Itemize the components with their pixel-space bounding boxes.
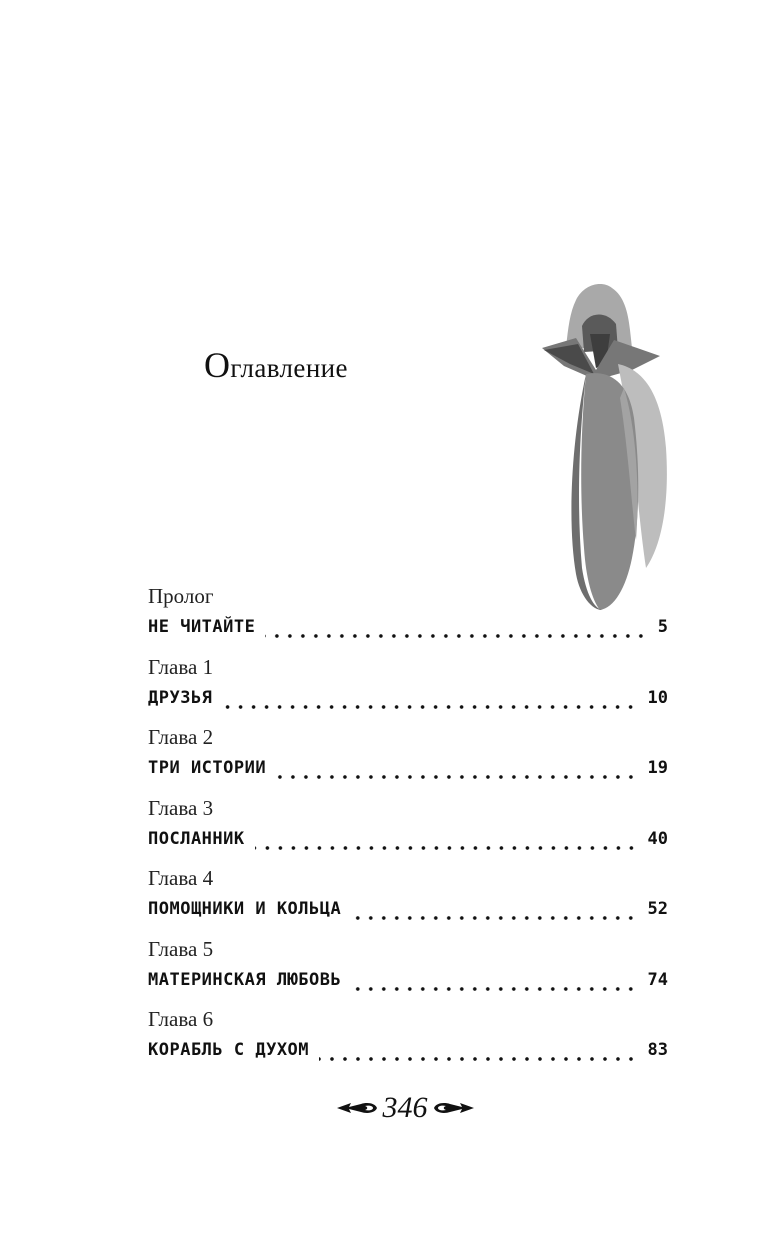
chapter-page-number: 40 (647, 828, 668, 849)
table-of-contents (148, 584, 668, 1078)
dot-leader (319, 1048, 637, 1062)
page-folio (330, 1088, 480, 1128)
chapter-page-number: 19 (647, 758, 668, 778)
dot-leader (255, 837, 638, 851)
chapter-label: Глава 3 (148, 795, 214, 820)
toc-title-line (148, 829, 668, 853)
page-number: 346 (382, 1091, 428, 1124)
chapter-title: МАТЕРИНСКАЯ ЛЮБОВЬ (148, 969, 342, 990)
chapter-label: Глава 2 (148, 725, 214, 749)
toc-title-line (148, 617, 668, 641)
toc-entry-chapter-5[interactable] (148, 937, 668, 1008)
right-ornament-icon (432, 1100, 474, 1116)
chapter-title: ПОСЛАННИК (148, 828, 245, 849)
dot-leader (351, 978, 637, 992)
page-title (204, 344, 348, 386)
chapter-page-number: 83 (647, 1040, 668, 1060)
chapter-page-number: 10 (647, 687, 668, 708)
chapter-title: ДРУЗЬЯ (148, 687, 213, 708)
toc-entry-chapter-6[interactable] (148, 1007, 668, 1078)
toc-entry-prologue[interactable] (148, 584, 668, 655)
dot-leader (265, 625, 647, 639)
page-title-rest: главление (230, 353, 348, 383)
chapter-page-number: 5 (657, 617, 668, 637)
dot-leader (276, 766, 637, 780)
hooded-figure-illustration (536, 278, 676, 618)
page-title-initial: О (204, 345, 231, 385)
toc-title-line (148, 688, 668, 712)
toc-title-line (148, 758, 668, 782)
toc-title-line (148, 970, 668, 994)
chapter-title: ТРИ ИСТОРИИ (148, 758, 267, 778)
toc-title-line (148, 1040, 668, 1064)
chapter-title: ПОМОЩНИКИ И КОЛЬЦА (148, 899, 342, 919)
chapter-label: Глава 4 (148, 866, 214, 890)
toc-entry-chapter-4[interactable] (148, 866, 668, 937)
left-ornament-icon (337, 1100, 379, 1116)
chapter-label: Глава 6 (148, 1007, 214, 1031)
dot-leader (222, 696, 637, 710)
toc-entry-chapter-3[interactable] (148, 796, 668, 867)
chapter-label: Глава 5 (148, 936, 214, 961)
dot-leader (351, 907, 637, 921)
toc-entry-chapter-1[interactable] (148, 655, 668, 726)
toc-title-line (148, 899, 668, 923)
toc-entry-chapter-2[interactable] (148, 725, 668, 796)
chapter-label: Пролог (148, 584, 214, 608)
chapter-title: НЕ ЧИТАЙТЕ (148, 617, 256, 637)
chapter-label: Глава 1 (148, 654, 214, 679)
chapter-page-number: 74 (647, 969, 668, 990)
chapter-page-number: 52 (647, 899, 668, 919)
chapter-title: КОРАБЛЬ С ДУХОМ (148, 1040, 310, 1060)
